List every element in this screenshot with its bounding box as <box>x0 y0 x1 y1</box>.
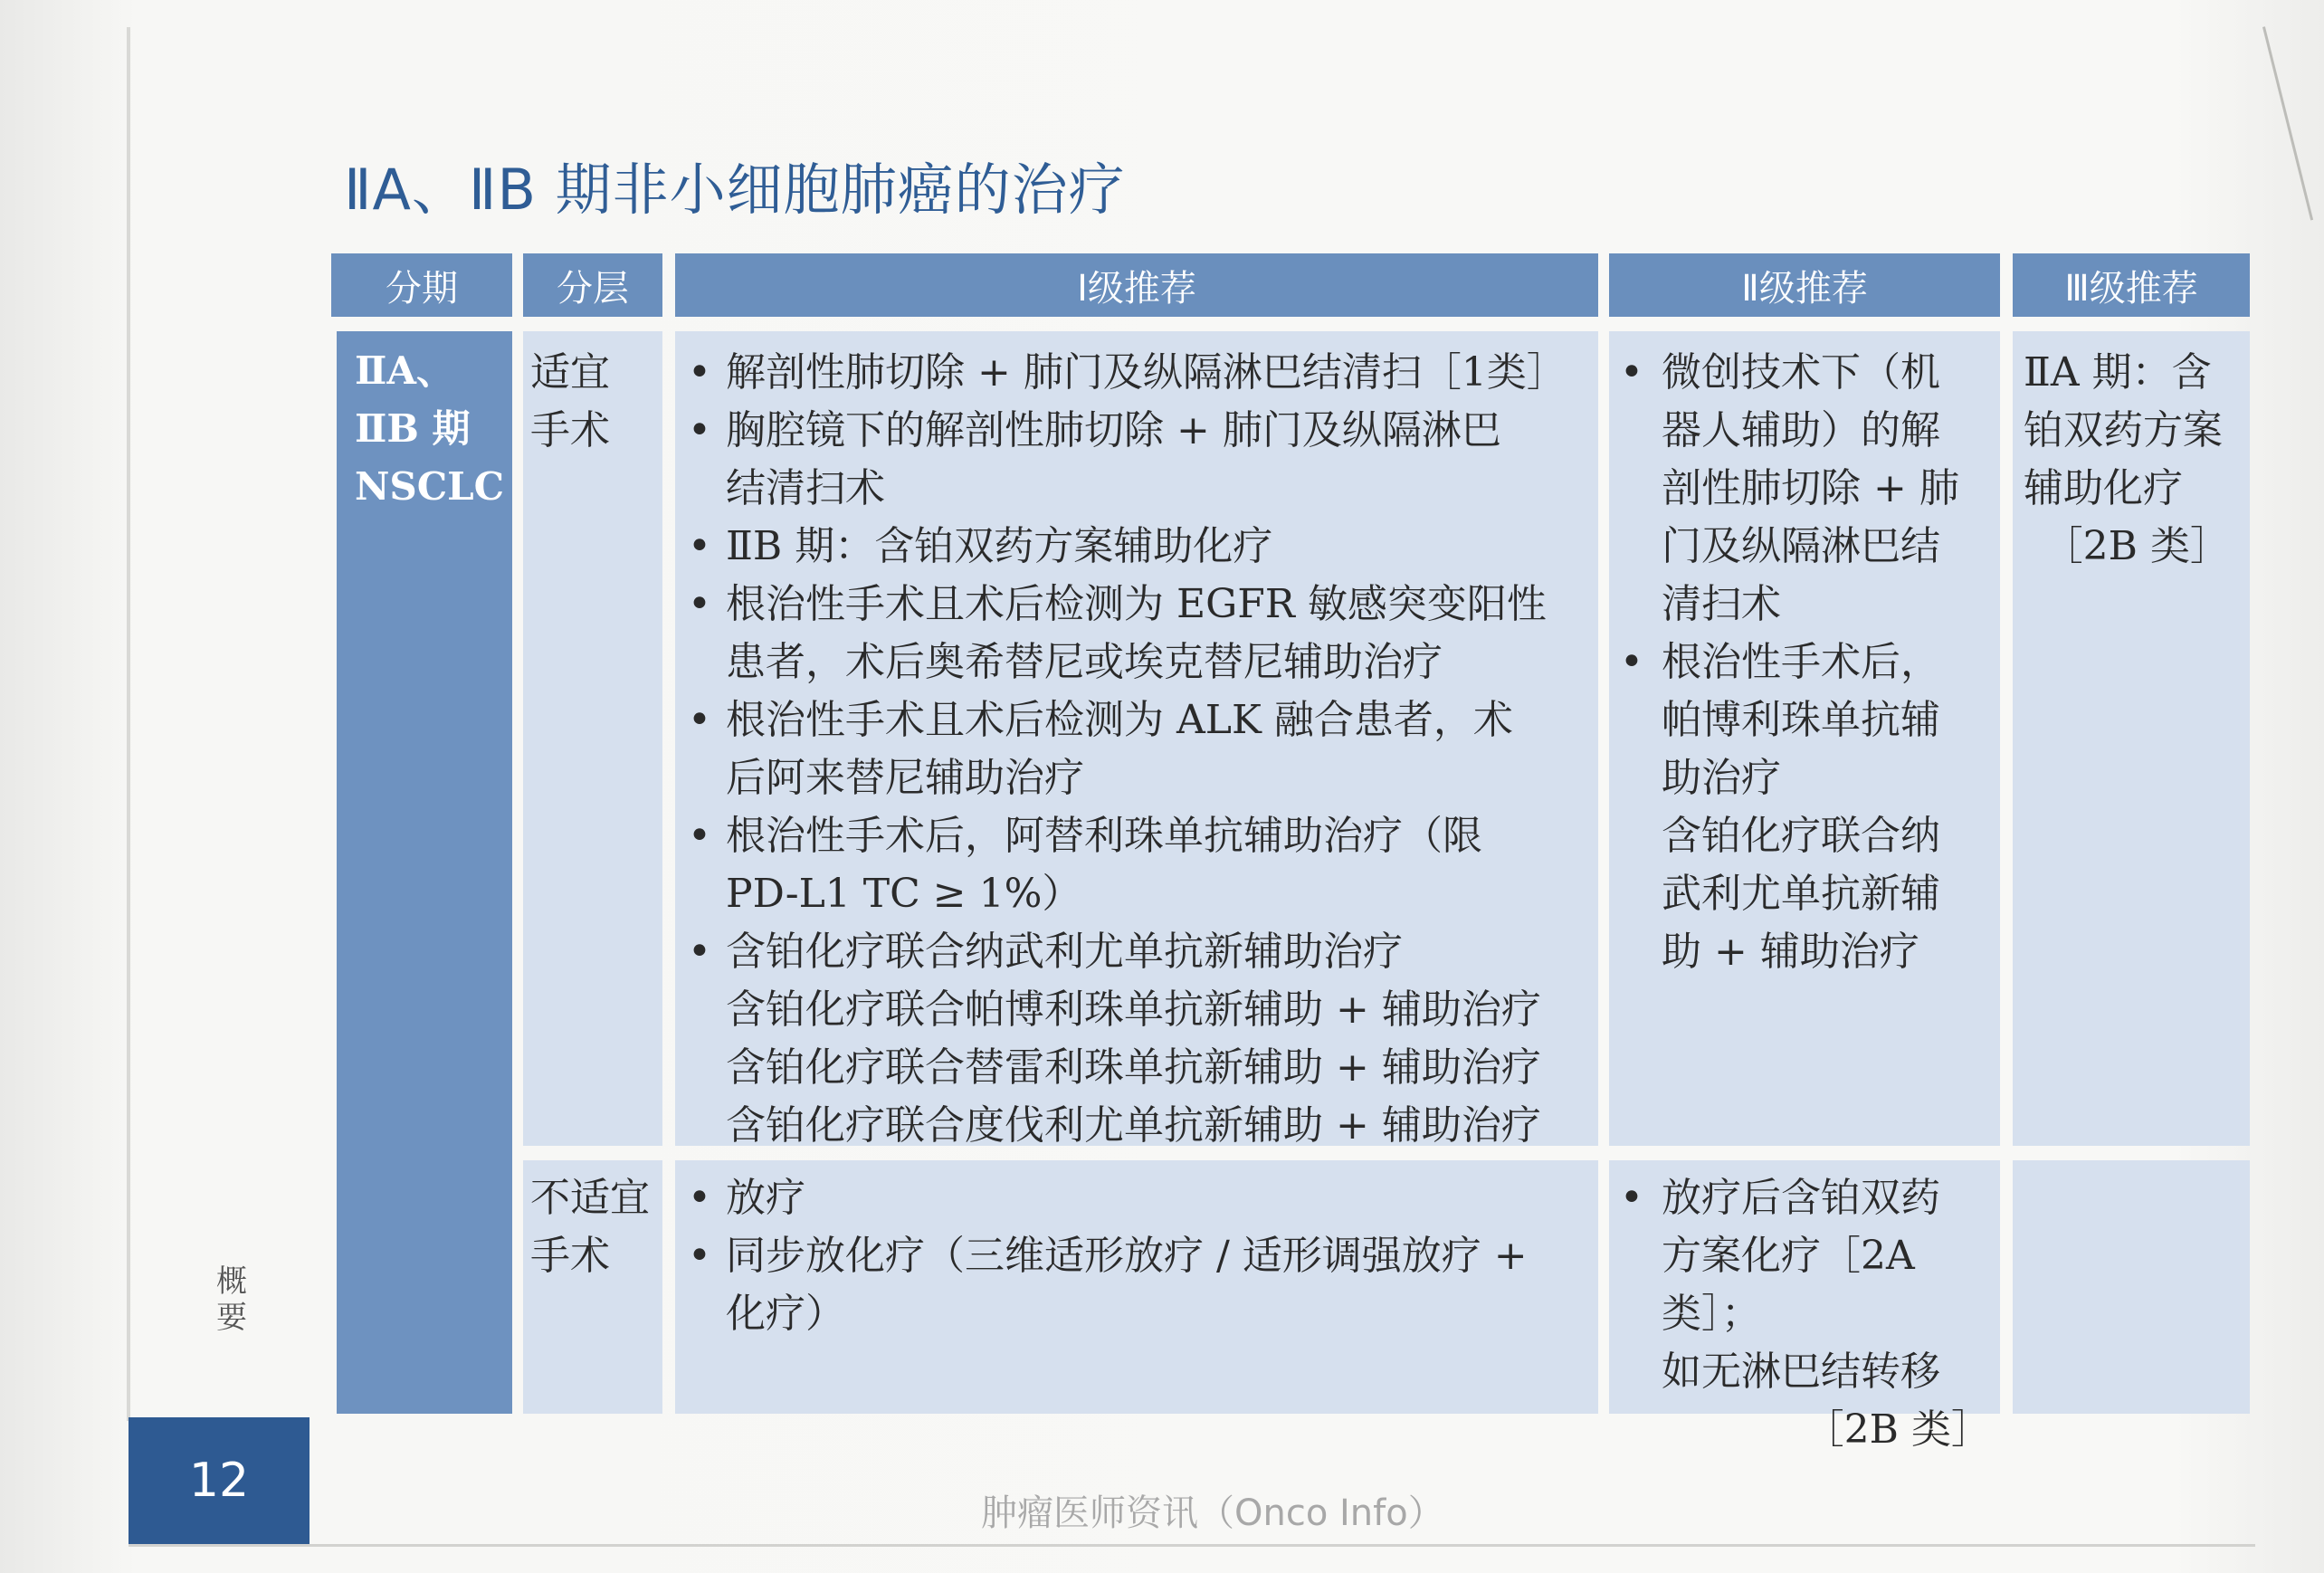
layer-cell-nonsurgical <box>523 1160 662 1414</box>
list-item: • 根治性手术后，阿替利珠单抗辅助治疗（限 PD-L1 TC ≥ 1%） <box>675 807 1598 923</box>
layer-label: 不适宜 手术 <box>530 1175 650 1279</box>
header-level1: Ⅰ级推荐 <box>675 253 1598 317</box>
level2-evidence-class: ［2B 类］ <box>1804 1406 1991 1453</box>
list-item: 含铂化疗联合纳 武利尤单抗新辅 助 + 辅助治疗 <box>1662 813 1940 975</box>
level2-cell-nonsurgical <box>1609 1160 2000 1453</box>
level3-evidence-class: ［2B 类］ <box>2043 523 2230 569</box>
list-item: • 放疗 <box>675 1169 1598 1227</box>
level3-text: ⅡA 期：含 铂双药方案 辅助化疗 <box>2024 349 2223 511</box>
level1-list <box>675 1169 1598 1343</box>
level1-cell-nonsurgical <box>675 1160 1598 1414</box>
list-item: • ⅡB 期：含铂双药方案辅助化疗 <box>675 518 1598 576</box>
list-item: • 解剖性肺切除 + 肺门及纵隔淋巴结清扫［1类］ <box>675 344 1598 402</box>
list-item: • 根治性手术且术后检测为 EGFR 敏感突变阳性 患者，术后奥希替尼或埃克替尼辅助治疗 <box>675 576 1598 691</box>
level2-cell-surgical <box>1609 331 2000 1146</box>
header-level3: Ⅲ级推荐 <box>2013 253 2250 317</box>
page-bottom-rule <box>129 1544 2255 1547</box>
stage-cell <box>337 331 512 1414</box>
stage-line: ⅡA、 <box>355 348 454 393</box>
level2-list <box>1609 1169 2000 1401</box>
stage-line: ⅡB 期 <box>355 406 471 451</box>
stage-line: NSCLC <box>355 464 505 509</box>
layer-label: 适宜 手术 <box>530 349 610 453</box>
header-level2: Ⅱ级推荐 <box>1609 253 2000 317</box>
layer-cell-surgical <box>523 331 662 1146</box>
list-item: • 含铂化疗联合纳武利尤单抗新辅助治疗 <box>675 923 1598 981</box>
page-title: ⅡA、ⅡB 期非小细胞肺癌的治疗 <box>344 157 1126 223</box>
list-item: • 根治性手术后， 帕博利珠单抗辅 助治疗 <box>1609 634 2000 807</box>
header-stage: 分期 <box>331 253 512 317</box>
list-item: • 微创技术下（机 器人辅助）的解 剖性肺切除 + 肺 门及纵隔淋巴结 清扫术 <box>1609 344 2000 634</box>
list-item: 含铂化疗联合替雷利珠单抗新辅助 + 辅助治疗 <box>726 1044 1541 1091</box>
page-number: 12 <box>129 1417 310 1544</box>
list-item: • 根治性手术且术后检测为 ALK 融合患者，术 后阿来替尼辅助治疗 <box>675 691 1598 807</box>
list-item: • 胸腔镜下的解剖性肺切除 + 肺门及纵隔淋巴 结清扫术 <box>675 402 1598 518</box>
level3-cell-surgical <box>2013 331 2250 1146</box>
level1-list <box>675 344 1598 1155</box>
header-layer: 分层 <box>523 253 662 317</box>
watermark: 肿瘤医师资讯（Onco Info） <box>981 1492 1444 1534</box>
page-left-edge <box>127 27 130 1421</box>
list-item: • 同步放化疗（三维适形放疗 / 适形调强放疗 + 化疗） <box>675 1227 1598 1343</box>
list-item: • 放疗后含铂双药 方案化疗［2A 类］； 如无淋巴结转移 <box>1609 1169 2000 1401</box>
level3-cell-nonsurgical <box>2013 1160 2250 1414</box>
list-item: 含铂化疗联合帕博利珠单抗新辅助 + 辅助治疗 <box>726 987 1541 1033</box>
list-item: 含铂化疗联合度伐利尤单抗新辅助 + 辅助治疗 <box>726 1102 1541 1149</box>
level2-list <box>1609 344 2000 981</box>
level1-cell-surgical <box>675 331 1598 1149</box>
side-tab-summary: 概 要 <box>216 1263 247 1336</box>
